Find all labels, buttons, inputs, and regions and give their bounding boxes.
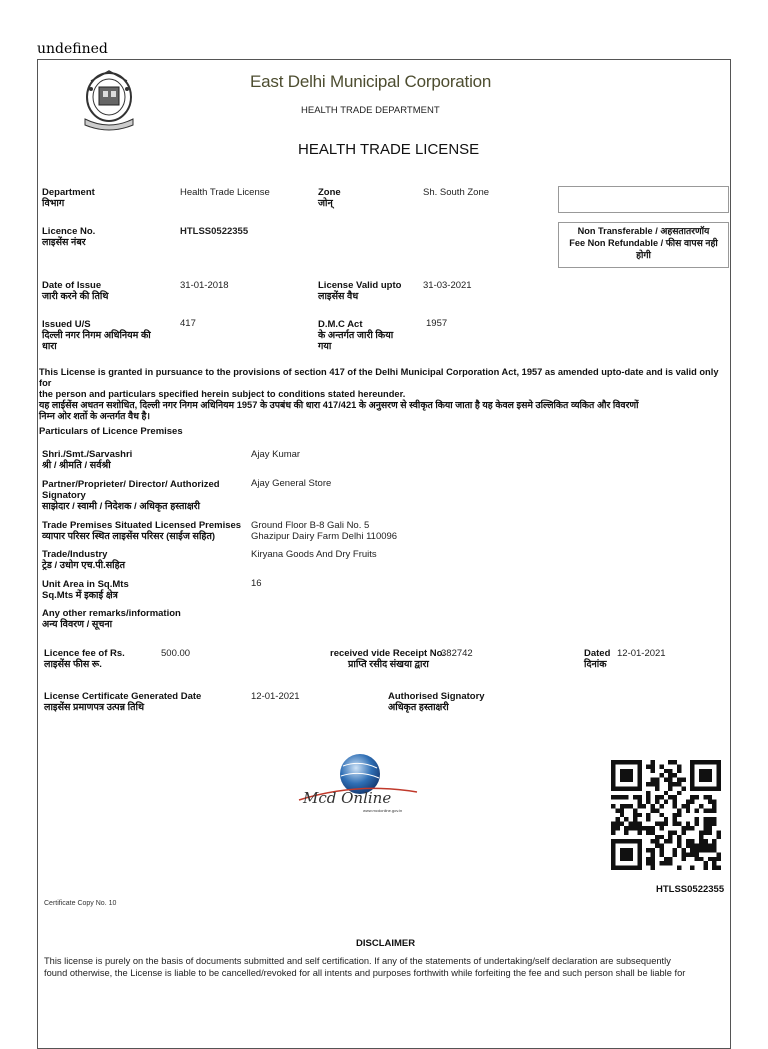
photo-box [558,186,729,213]
licence-no-label: Licence No. लाइसेंस नंबर [42,226,96,248]
issued-us-value: 417 [180,318,196,329]
generated-date-label: License Certificate Generated Date लाइसेंस प्रमाणपत्र उत्पन्न तिथि [44,691,202,713]
valid-upto-label: License Valid upto लाइसेंस वैध [318,280,402,302]
particular-value-partner: Ajay General Store [251,478,332,489]
particulars-heading: Particulars of Licence Premises [39,426,183,437]
issued-us-label: Issued U/S दिल्ली नगर निगम अधिनियम की धारा [42,319,151,352]
fee-label: Licence fee of Rs. लाइसेंस फीस रू. [44,648,125,670]
dated-value: 12-01-2021 [617,648,666,659]
corporation-emblem-icon [75,67,143,131]
date-of-issue-label: Date of Issue जारी करने की तिथि [42,280,109,302]
department-value: Health Trade License [180,187,270,198]
receipt-label: received vide Receipt No. प्राप्ति रसीद संखया द्वारा [330,648,446,670]
mcd-logo-text: Mcd Online [303,789,392,807]
grant-paragraph: This License is granted in pursuance to the provisions of section 417 of the Delhi Municipal Corporation Act, 1957 as amended upto-date and is valid only for the person and particulars specified herein subject to conditions stated hereunder. यह लाईसेंस अधतन सशोधित, दिल्ली नगर निगम अधिनियम 1957 के उपबंध की धारा 417/421 के अनुसरण से स्वीकृत किया जाता है यह केवल इसमे उल्लिकित व्यकित और विवरणों निम्न ओर शर्तो के अन्तर्गत वैध है। [39,367,719,421]
date-of-issue-value: 31-01-2018 [180,280,229,291]
receipt-no-value: 382742 [441,648,473,659]
particular-label-remarks: Any other remarks/information अन्य विवरण / सूचना [42,608,181,630]
mcd-online-logo [293,752,421,814]
qr-code [611,760,721,870]
fee-value: 500.00 [161,648,191,659]
particular-value-premises: Ground Floor B-8 Gali No. 5 Ghazipur Dairy Farm Delhi 110096 [251,520,398,542]
particular-value-area: 16 [251,578,262,589]
certificate-copy-number: Certificate Copy No. 10 [44,900,117,907]
particular-label-premises: Trade Premises Situated Licensed Premises व्यापार परिसर स्थित लाइसेंस परिसर (साईज सहित) [42,520,242,542]
particular-label-trade: Trade/Industry ट्रेड / उधोग एच.पी.सहित [42,549,126,571]
particular-label-area: Unit Area in Sq.Mts Sq.Mts में इकाई क्षेत्र [42,579,129,601]
zone-label: Zone जोन् [318,187,341,209]
authorised-signatory: Authorised Signatory अधिकृत हस्ताक्षरी [388,691,485,713]
particular-label-name: Shri./Smt./Sarvashri श्री / श्रीमति / सर्वश्री [42,449,133,471]
qr-code-text: HTLSS0522355 [656,884,725,895]
particular-label-partner: Partner/Proprieter/ Director/ Authorized Signatory साझेदार / स्वामी / निदेशक / अधिकृत हस्ताक्षरी [42,479,220,512]
licence-no-value: HTLSS0522355 [180,226,249,237]
valid-upto-value: 31-03-2021 [423,280,472,291]
page-top-text: undefined [37,41,108,57]
dmc-act-value: 1957 [426,318,448,329]
particular-value-trade: Kiryana Goods And Dry Fruits [251,549,377,560]
mcd-logo-url: www.mcdonline.gov.in [363,808,403,813]
license-title: HEALTH TRADE LICENSE [298,141,480,158]
non-transferable-notice: Non Transferable / अहसतातरणॉय Fee Non Refundable / फीस वापस नही होगी [558,222,729,268]
department-label: Department विभाग [42,187,95,209]
dmc-act-label: D.M.C Act के अन्तर्गत जारी किया गया [318,319,394,352]
particular-value-name: Ajay Kumar [251,449,301,460]
dated-label: Dated दिनांक [584,648,611,670]
department-heading: HEALTH TRADE DEPARTMENT [301,105,440,116]
disclaimer-text: This license is purely on the basis of documents submitted and self certification. If any of the statements of undertaking/self declaration are subsequently found otherwise, the License is liable to be cancelled/revoked for all intents and purposes forthwith while forfeiting the fee and such person shall be liable for [44,956,686,978]
organization-name: East Delhi Municipal Corporation [250,72,492,91]
disclaimer-title: DISCLAIMER [356,938,416,949]
zone-value: Sh. South Zone [423,187,490,198]
generated-date-value: 12-01-2021 [251,691,300,702]
